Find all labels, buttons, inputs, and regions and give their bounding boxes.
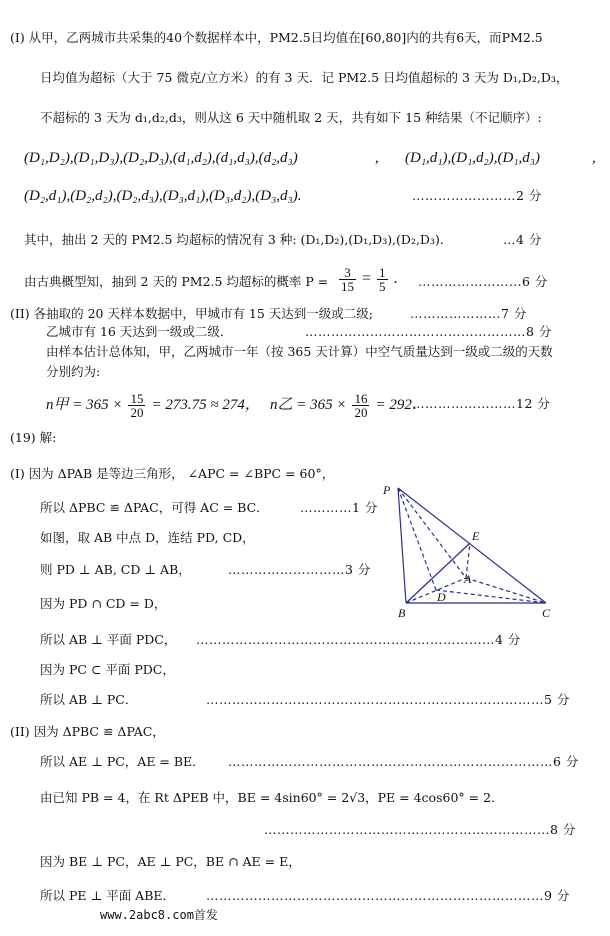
score-mark-9: ……………………………………………………………………9 分: [206, 888, 570, 903]
outcome-list-c: (D₂,d₁),(D₂,d₂),(D₂,d₃),(D₃,d₁),(D₃,d₂),(D₃,d₃).: [24, 188, 302, 204]
probability-fraction: $\frac{3}{15}$ = $\frac{1}{5}$ .: [341, 265, 398, 294]
fraction-15-20: $\frac{15}{20}$: [130, 391, 144, 420]
part2-text-3: 由样本估计总体知，甲，乙两城市一年（按 365 天计算）中空气质量达到一级或二级的天数: [46, 344, 553, 359]
part2-text-1: (II) 各抽取的 20 天样本数据中，甲城市有 15 天达到一级或二级;: [10, 306, 374, 321]
edge-PA: [398, 488, 466, 578]
edge-AC: [466, 578, 546, 603]
label-C: C: [542, 606, 551, 620]
edge-AB: [406, 578, 466, 603]
edge-PC: [398, 488, 546, 603]
score-mark-4: …4 分: [503, 232, 542, 247]
edge-DC: [436, 590, 546, 603]
score-mark-7: …………………7 分: [410, 306, 527, 321]
part1-text-6: 其中，抽出 2 天的 PM2.5 均超标的情况有 3 种: (D₁,D₂),(D₁,D₃),(D₂,D₃)．: [24, 232, 453, 247]
label-A: A: [464, 572, 472, 586]
score-mark-1: …………1 分: [300, 500, 378, 515]
label-D: D: [437, 590, 446, 604]
footer-watermark: www.2abc8.com首发: [100, 908, 218, 922]
estimate-yi: n乙 = 365 × $\frac{16}{20}$ = 292．: [270, 391, 427, 420]
score-mark-2: ……………………2 分: [412, 188, 542, 203]
score-mark-4b: ……………………………………………………………4 分: [196, 632, 521, 647]
figure-lines: [398, 488, 546, 603]
outcome-comma-b: ,: [592, 150, 596, 166]
score-mark-6b: …………………………………………………………………6 分: [228, 754, 579, 769]
label-E: E: [472, 529, 480, 543]
edge-AE: [466, 543, 470, 578]
part1-text-2: 日均值为超标（大于 75 微克/立方米）的有 3 天．记 PM2.5 日均值超标的 3 天为 D₁,D₂,D₃，: [40, 70, 569, 85]
edge-PD: [398, 488, 436, 590]
part2-text-2: 乙城市有 16 天达到一级或二级．: [46, 324, 233, 339]
part2-text-4: 分别约为:: [46, 364, 101, 379]
label-P: P: [383, 483, 391, 497]
score-mark-12: ……………………12 分: [412, 396, 551, 411]
part1-text-7: 由古典概型知，抽到 2 天的 PM2.5 均超标的概率 P =: [24, 274, 329, 289]
part1-text-1: (I) 从甲，乙两城市共采集的40个数据样本中，PM2.5日均值在[60,80]内的共有6天，而PM2.5: [10, 30, 543, 45]
fraction-1-5: $\frac{1}{5}$: [379, 265, 386, 294]
part1-text-3: 不超标的 3 天为 d₁,d₂,d₃，则从这 6 天中随机取 2 天，共有如下 15 种结果（不记顺序）:: [40, 110, 542, 125]
score-mark-3: ………………………3 分: [228, 562, 371, 577]
estimate-jia: n甲 = 365 × $\frac{15}{20}$ = 273.75 ≈ 274，: [46, 391, 260, 420]
part1-line7: [0, 265, 610, 302]
edge-BE: [406, 543, 470, 603]
score-mark-8a: ……………………………………………8 分: [305, 324, 552, 339]
score-mark-6: ……………………6 分: [418, 274, 548, 289]
score-mark-8b: …………………………………………………………8 分: [264, 822, 576, 837]
edge-PB: [398, 488, 406, 603]
outcome-list-b: (D₁,d₁),(D₁,d₂),(D₁,d₃): [405, 150, 541, 166]
outcome-list-a: (D₁,D₂),(D₁,D₃),(D₂,D₃),(d₁,d₂),(d₁,d₃),(d₂,d₃): [24, 150, 298, 166]
score-mark-5: ……………………………………………………………………5 分: [206, 692, 570, 707]
label-B: B: [398, 606, 406, 620]
fraction-3-15: $\frac{3}{15}$: [341, 265, 354, 294]
part2-line5: [0, 384, 610, 420]
outcome-comma-a: ,: [375, 150, 379, 166]
fraction-16-20: $\frac{16}{20}$: [354, 391, 368, 420]
